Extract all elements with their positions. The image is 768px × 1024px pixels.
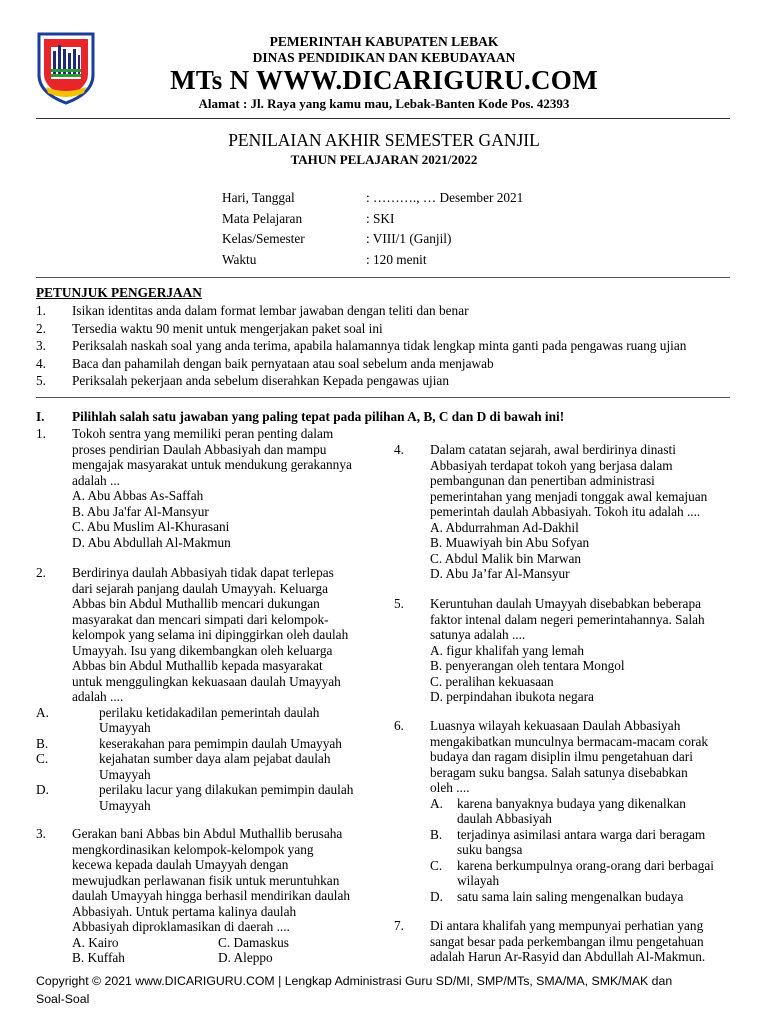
question-line: Abbasiyah terdapat tokoh yang berjasa dalam — [430, 457, 673, 473]
question-line: faktor intenal dalam negeri pemerintahannya. Salah — [430, 611, 705, 627]
answer-option — [394, 858, 739, 889]
option-letter: B. — [36, 735, 49, 751]
answer-option: C. Abu Muslim Al-Khurasani — [72, 519, 230, 534]
info-row — [222, 252, 642, 273]
question-4 — [394, 442, 739, 582]
option-text: suku bangsa — [457, 842, 523, 857]
item-text: Baca dan pahamilah dengan baik pernyataan atau soal sebelum anda menjawab — [72, 355, 494, 371]
question-line: pemerintah daulah Abbasiyah. Tokoh itu adalah .... — [430, 504, 701, 519]
question-line: beragam suku bangsa. Salah satunya disebabkan — [430, 764, 688, 780]
option-text: perilaku lacur yang dilakukan pemimpin daulah — [99, 782, 354, 797]
question-line: Berdirinya daulah Abbasiyah tidak dapat terlepas — [72, 565, 334, 580]
question-line: adalah Harun Ar-Rasyid dan Abdullah Al-Makmun. — [430, 949, 706, 964]
header-line1: PEMERINTAH KABUPATEN LEBAK — [269, 34, 499, 49]
option-text: daulah Abbasiyah — [457, 811, 552, 826]
question-number: 5. — [394, 596, 404, 611]
question-line: kecewa kepada daulah Umayyah dengan — [72, 857, 289, 872]
option-letter: A. — [36, 704, 49, 720]
footer-copyright: Copyright © 2021 www.DICARIGURU.COM | Lengkap Administrasi Guru SD/MI, SMP/MTs, SMA/MA, SMK/MAK dan — [36, 974, 673, 988]
option-letter: C. — [430, 857, 443, 873]
answer-option: A. Abdurrahman Ad-Dakhil — [430, 519, 579, 535]
option-letter: C. — [36, 751, 49, 766]
answer-option — [36, 782, 376, 813]
option-letter: B. — [430, 826, 443, 842]
header-line2: DINAS PENDIDIKAN DAN KEBUDAYAAN — [252, 50, 516, 65]
answer-option — [36, 751, 376, 782]
school-address: Alamat : Jl. Raya yang kamu mau, Lebak-Banten Kode Pos. 42393 — [198, 96, 570, 111]
list-item — [36, 373, 736, 391]
answer-option — [36, 736, 376, 752]
answer-option: A. Kairo — [72, 934, 119, 950]
option-letter: D. — [430, 888, 443, 904]
footer-copyright-cont: Soal-Soal — [36, 992, 90, 1006]
option-text: perilaku ketidakadilan pemerintah daulah — [99, 704, 320, 720]
question-line: Tokoh sentra yang memiliki peran penting dalam — [72, 426, 334, 441]
question-line: Abbas bin Abdul Muthallib mencari dukungan — [72, 596, 320, 611]
question-line: sangat besar pada perkembangan ilmu pengetahuan — [430, 933, 704, 949]
option-text: keserakahan para pemimpin daulah Umayyah — [99, 735, 342, 751]
option-text: kejahatan sumber daya alam pejabat daulah — [99, 751, 331, 766]
item-number: 2. — [36, 320, 46, 336]
answer-option: D. Abu Abdullah Al-Makmun — [72, 534, 231, 550]
item-number: 3. — [36, 338, 46, 353]
exam-year: TAHUN PELAJARAN 2021/2022 — [290, 152, 478, 167]
option-text: satu sama lain saling mengenalkan budaya — [457, 888, 684, 904]
section-heading — [36, 409, 736, 425]
question-number: 1. — [36, 426, 46, 441]
question-line: oleh .... — [430, 780, 470, 795]
question-line: mewujudkan perlawanan fisik untuk meruntuhkan — [72, 872, 340, 888]
option-text: terjadinya asimilasi antara warga dari beragam — [457, 826, 706, 842]
answer-option — [394, 827, 739, 858]
question-line: pembangunan dan penertiban administrasi — [430, 473, 655, 488]
instructions-list — [36, 303, 736, 391]
question-line: untuk menggulingkan kekuasaan daulah Umayyah — [72, 673, 341, 689]
option-letter: A. — [430, 795, 443, 811]
info-divider — [36, 277, 730, 278]
info-row — [222, 231, 642, 252]
question-number: 3. — [36, 826, 46, 841]
option-text: Umayyah — [99, 797, 151, 813]
question-number: 7. — [394, 918, 404, 933]
footer — [36, 972, 736, 1008]
option-text: karena berkumpulnya orang-orang dari berbagai — [457, 857, 714, 873]
exam-info — [222, 190, 642, 272]
question-line: Umayyah. Isu yang dikembangkan oleh keluarga — [72, 642, 333, 658]
option-text: karena banyaknya budaya yang dikenalkan — [457, 795, 686, 811]
option-text: wilayah — [457, 873, 500, 888]
info-value: : SKI — [366, 210, 395, 226]
answer-option: C. Abdul Malik bin Marwan — [430, 550, 582, 566]
item-number: 4. — [36, 355, 46, 371]
answer-option: C. peralihan kekuasaan — [430, 673, 554, 689]
instructions-title: PETUNJUK PENGERJAAN — [36, 285, 202, 300]
question-line: adalah .... — [72, 689, 124, 704]
answer-option: B. Abu Ja'far Al-Mansyur — [72, 503, 209, 519]
item-text: Periksalah naskah soal yang anda terima, apabila halamannya tidak lengkap minta ganti pada pengawas ruang ujian — [72, 338, 687, 353]
question-3 — [36, 826, 376, 966]
question-line: satunya adalah .... — [430, 627, 526, 642]
item-text: Tersedia waktu 90 menit untuk mengerjakan paket soal ini — [72, 320, 383, 336]
info-label: Kelas/Semester — [222, 231, 305, 246]
answer-option — [394, 889, 739, 905]
question-line: Dalam catatan sejarah, awal berdirinya dinasti — [430, 442, 676, 457]
question-line: Abbasiyah. Untuk pertama kalinya daulah — [72, 903, 297, 919]
question-line: Luasnya wilayah kekuasaan Daulah Abbasiyah — [430, 718, 681, 733]
question-line: mengakibatkan munculnya bermacam-macam corak — [430, 733, 709, 749]
option-text: Umayyah — [99, 766, 151, 782]
question-line: daulah Umayyah hingga berhasil mendirikan daulah — [72, 888, 351, 903]
question-line: pemerintahan yang menjadi tonggak awal kemajuan — [430, 488, 708, 504]
answer-option: A. Abu Abbas As-Saffah — [72, 488, 204, 503]
question-number: 4. — [394, 442, 404, 457]
info-row — [222, 190, 642, 211]
info-value: : 120 menit — [366, 251, 427, 267]
school-name: MTs N WWW.DICARIGURU.COM — [170, 65, 598, 95]
question-number: 6. — [394, 718, 404, 733]
question-line: budaya dan ragam disiplin ilmu pengetahuan dari — [430, 749, 693, 764]
list-item — [36, 338, 736, 356]
section-text: Pilihlah salah satu jawaban yang paling tepat pada pilihan A, B, C dan D di bawah ini! — [72, 409, 565, 424]
question-line: masyarakat dan mencari simpati dari kelompok- — [72, 611, 329, 627]
answer-option: B. penyerangan oleh tentara Mongol — [430, 658, 625, 673]
list-item — [36, 303, 736, 321]
question-7 — [394, 918, 739, 965]
section-number: I. — [36, 409, 45, 424]
answer-option: B. Kuffah — [72, 950, 125, 965]
question-6 — [394, 718, 739, 904]
answer-option: D. Abu Ja’far Al-Mansyur — [430, 566, 570, 581]
question-line: Gerakan bani Abbas bin Abdul Muthallib berusaha — [72, 826, 343, 841]
answer-option — [394, 796, 739, 827]
question-1 — [36, 426, 376, 550]
question-2 — [36, 565, 376, 813]
info-row — [222, 211, 642, 232]
info-label: Mata Pelajaran — [222, 210, 303, 226]
exam-title: PENILAIAN AKHIR SEMESTER GANJIL — [228, 130, 540, 150]
question-number: 2. — [36, 565, 46, 580]
answer-option: D. Aleppo — [218, 950, 273, 965]
answer-option: C. Damaskus — [218, 934, 289, 950]
item-number: 1. — [36, 303, 46, 318]
info-label: Waktu — [222, 251, 257, 267]
list-item — [36, 321, 736, 339]
answer-option: D. perpindahan ibukota negara — [430, 689, 594, 704]
question-line: adalah ... — [72, 472, 120, 488]
list-item — [36, 356, 736, 374]
question-line: mengkordinasikan kelompok-kelompok yang — [72, 841, 314, 857]
question-line: proses pendirian Daulah Abbasiyah dan mampu — [72, 441, 327, 457]
answer-option: A. figur khalifah yang lemah — [430, 642, 584, 658]
question-line: Abbasiyah diproklamasikan di daerah .... — [72, 919, 290, 934]
option-text: Umayyah — [99, 720, 151, 735]
answer-option — [36, 705, 376, 736]
question-line: Di antara khalifah yang mempunyai perhatian yang — [430, 918, 704, 933]
info-value: : ………., … Desember 2021 — [366, 190, 524, 205]
question-line: kelompok yang selama ini dipinggirkan oleh daulah — [72, 627, 349, 642]
info-value: : VIII/1 (Ganjil) — [366, 231, 452, 246]
question-line: Keruntuhan daulah Umayyah disebabkan beberapa — [430, 596, 702, 611]
question-5 — [394, 596, 739, 705]
info-label: Hari, Tanggal — [222, 190, 295, 205]
item-number: 5. — [36, 373, 46, 388]
item-text: Isikan identitas anda dalam format lembar jawaban dengan teliti dan benar — [72, 303, 469, 318]
question-line: Abbas bin Abdul Muthallib kepada masyarakat — [72, 658, 323, 673]
question-line: dari sejarah panjang daulah Umayyah. Keluarga — [72, 580, 328, 596]
instructions-divider — [36, 397, 730, 398]
question-line: mengajak masyarakat untuk mendukung gerakannya — [72, 457, 352, 472]
answer-option: B. Muawiyah bin Abu Sofyan — [430, 535, 590, 550]
option-letter: D. — [36, 782, 49, 797]
header-divider — [36, 118, 730, 119]
item-text: Periksalah pekerjaan anda sebelum diserahkan Kepada pengawas ujian — [72, 373, 449, 388]
